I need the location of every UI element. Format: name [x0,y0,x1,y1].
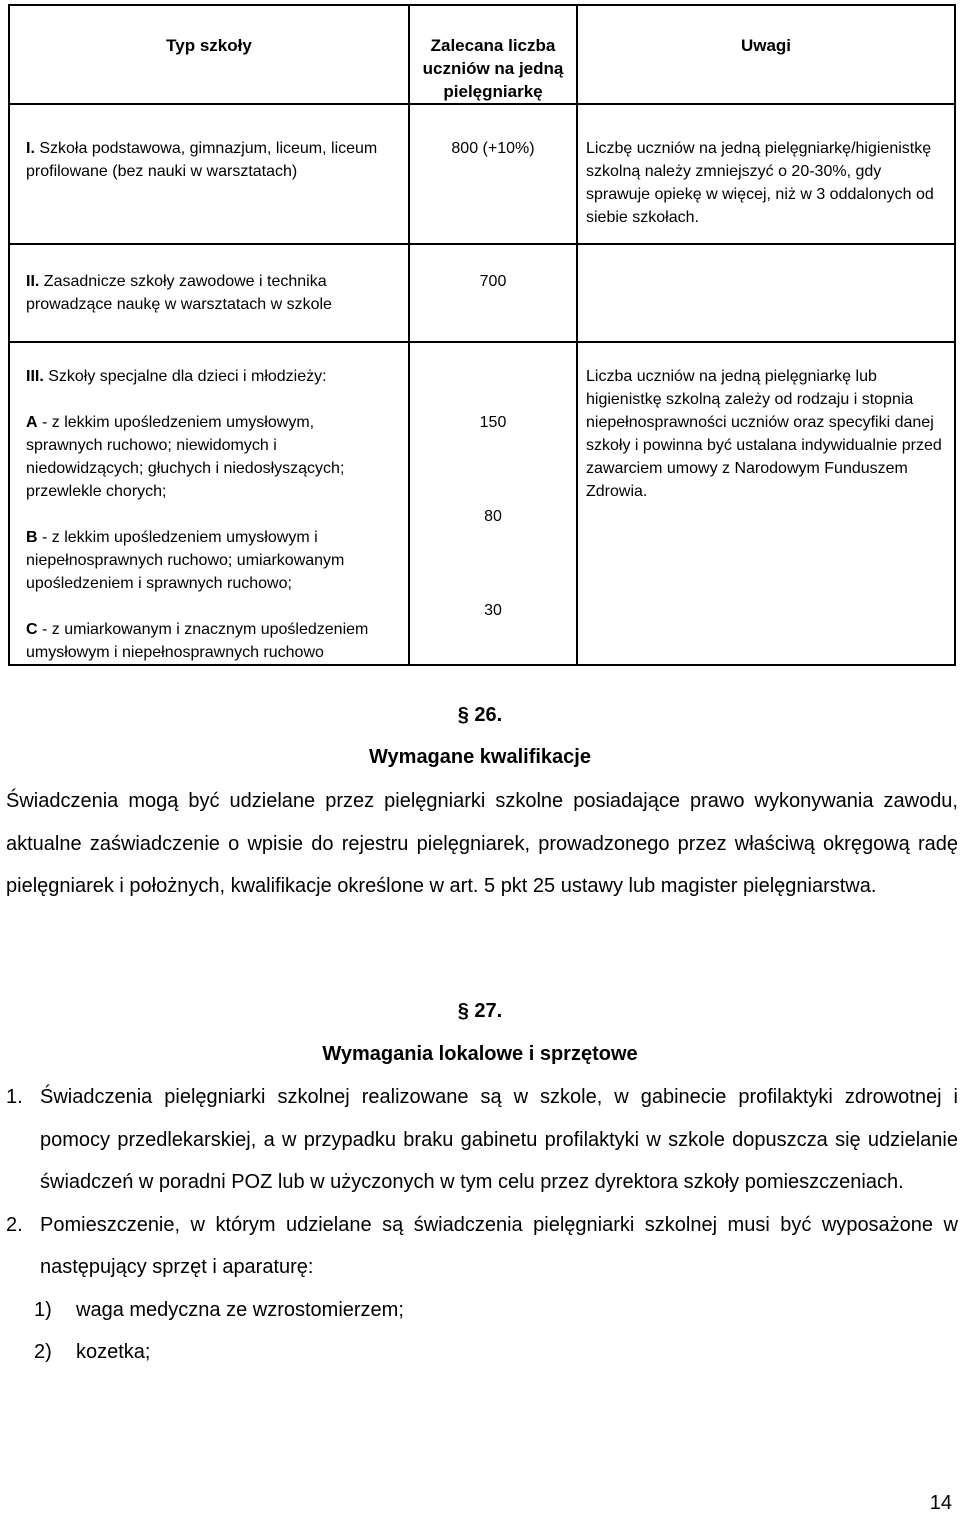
table-cell [577,244,955,342]
category-letter: C [26,621,38,638]
table-cell [409,244,577,342]
section-27-title: Wymagania lokalowe i sprzętowe [322,1043,638,1065]
category-letter: B [26,529,38,546]
table-cell [409,104,577,244]
section-26-title: Wymagane kwalifikacje [369,746,591,768]
sub-list-item [6,1331,958,1374]
table-cell [9,104,409,244]
category-text: - z umiarkowanym i znacznym upośledzeniem umysłowym i niepełnosprawnych ruchowo [26,621,369,661]
header-cell [577,5,955,104]
paragraph-text: Świadczenia mogą być udzielane przez pielęgniarki szkolne posiadające prawo wykonywania zawodu, aktualne zaświadczenie o wpisie do rejestru pielęgniarek, prowadzonego przez właściwą okręgową radę pielęgniarek i położnych, kwalifikacje określone w art. 5 pkt 25 ustawy lub magister pielęgniarstwa. [6,790,958,897]
header-remarks: Uwagi [740,36,792,55]
remark-text: Liczbę uczniów na jedną pielęgniarkę/higienistkę szkolną należy zmniejszyć o 20-30%, gdy sprawuje opiekę w więcej, niż w 3 oddalonych od siebie szkołach. [586,140,934,226]
section-26-number: § 26. [457,704,503,726]
list-item [6,1204,958,1289]
sub-list-item [6,1289,958,1332]
student-count-a: 150 [479,414,507,431]
school-type-text: Szkoła podstawowa, gimnazjum, liceum, liceum profilowane (bez nauki w warsztatach) [26,140,378,180]
list-item-text: Pomieszczenie, w którym udzielane są świadczenia pielęgniarki szkolnej musi być wyposażone w następujący sprzęt i aparaturę: [40,1213,958,1278]
list-item-number: 1. [6,1086,23,1108]
table-cell [409,342,577,665]
header-cell [9,5,409,104]
header-recommended-count: Zalecana liczba uczniów na jedną pielęgniarkę [422,36,564,101]
sub-list-item-text: waga medyczna ze wzrostomierzem; [76,1298,404,1321]
header-school-type: Typ szkoły [166,36,252,55]
sub-list-item-number: 1) [34,1298,52,1321]
sub-list-item-text: kozetka; [76,1341,151,1363]
sub-list-item-number: 2) [34,1341,52,1363]
table-cell [577,104,955,244]
table-cell [577,342,955,665]
list-item [6,1076,958,1204]
student-count: 800 (+10%) [451,140,535,157]
student-ratio-table [8,4,956,666]
section-26-paragraph [6,780,958,908]
table-cell [9,244,409,342]
table-row [9,104,955,244]
row-number: I. [26,140,35,157]
student-count-b: 80 [484,508,502,525]
row-number: III. [26,368,44,385]
page-number: 14 [929,1492,952,1514]
header-cell [409,5,577,104]
category-letter: A [26,414,38,431]
school-type-text: Szkoły specjalne dla dzieci i młodzieży: [48,368,327,385]
table-cell [9,342,409,665]
school-type-text: Zasadnicze szkoły zawodowe i technika prowadzące naukę w warsztatach w szkole [26,273,332,313]
row-number: II. [26,273,40,290]
category-text: - z lekkim upośledzeniem umysłowym i niepełnosprawnych ruchowo; umiarkowanym upośledzeniem i sprawnych ruchowo; [26,529,345,592]
table-row [9,342,955,665]
category-text: - z lekkim upośledzeniem umysłowym, sprawnych ruchowo; niewidomych i niedowidzących; głuchych i niedosłyszących; przewlekle chorych; [26,414,345,500]
section-27-list [6,1076,958,1374]
remark-text: Liczba uczniów na jedną pielęgniarkę lub higienistkę szkolną zależy od rodzaju i stopnia niepełnosprawności uczniów oraz specyfiki danej szkoły i powinna być ustalana indywidualnie przed zawarciem umowy z Narodowym Funduszem Zdrowia. [586,368,942,500]
list-item-text: Świadczenia pielęgniarki szkolnej realizowane są w szkole, w gabinecie profilaktyki zdrowotnej i pomocy przedlekarskiej, a w przypadku braku gabinetu profilaktyki w szkole dopuszcza się udzielanie świadczeń w poradni POZ lub w użyczonych w tym celu przez dyrektora szkoły pomieszczeniach. [40,1086,958,1193]
student-count-c: 30 [484,602,502,619]
list-item-number: 2. [6,1213,23,1236]
table-header-row [9,5,955,104]
table-row [9,244,955,342]
student-count: 700 [479,273,507,290]
section-27-number: § 27. [457,1000,503,1022]
